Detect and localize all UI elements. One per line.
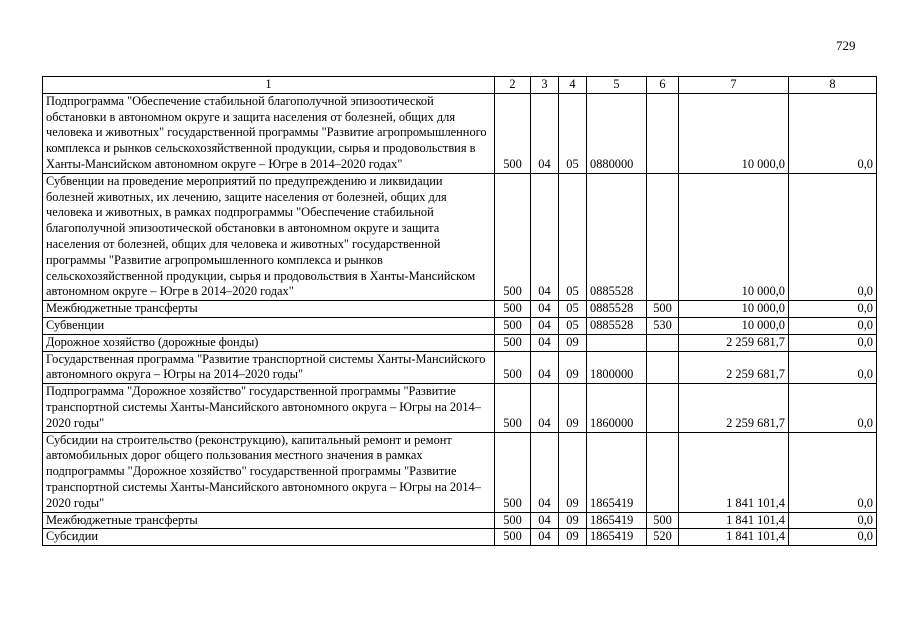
cell-expense-type: 520 (647, 529, 679, 546)
table-row (43, 173, 877, 300)
cell-subsection: 09 (559, 384, 587, 432)
cell-expense-type (647, 93, 679, 173)
cell-section: 04 (531, 512, 559, 529)
header-row (43, 77, 877, 94)
cell-subsection: 05 (559, 173, 587, 300)
col-header: 3 (531, 77, 559, 94)
cell-amount-col8: 0,0 (789, 432, 877, 512)
cell-amount-col8: 0,0 (789, 317, 877, 334)
cell-expense-type: 500 (647, 512, 679, 529)
cell-expense-type (647, 334, 679, 351)
cell-target-article: 0885528 (587, 301, 647, 318)
table-row (43, 512, 877, 529)
cell-subsection: 09 (559, 529, 587, 546)
row-description: Подпрограмма "Дорожное хозяйство" государственной программы "Развитие транспортной системы Ханты-Мансийского автономного округа – Югры на 2014–2020 годы" (43, 384, 495, 432)
cell-admin-code: 500 (495, 301, 531, 318)
col-header: 6 (647, 77, 679, 94)
cell-subsection: 05 (559, 301, 587, 318)
table-row (43, 432, 877, 512)
cell-amount-col8: 0,0 (789, 173, 877, 300)
table-row (43, 317, 877, 334)
col-header: 7 (679, 77, 789, 94)
cell-amount-col8: 0,0 (789, 529, 877, 546)
cell-amount-col8: 0,0 (789, 512, 877, 529)
col-header: 5 (587, 77, 647, 94)
row-description: Дорожное хозяйство (дорожные фонды) (43, 334, 495, 351)
cell-expense-type (647, 351, 679, 384)
cell-section: 04 (531, 432, 559, 512)
cell-amount: 2 259 681,7 (679, 384, 789, 432)
table-row (43, 93, 877, 173)
cell-admin-code: 500 (495, 317, 531, 334)
cell-target-article: 0885528 (587, 173, 647, 300)
cell-admin-code: 500 (495, 334, 531, 351)
table-row (43, 529, 877, 546)
cell-section: 04 (531, 173, 559, 300)
cell-admin-code: 500 (495, 529, 531, 546)
cell-target-article: 1865419 (587, 512, 647, 529)
cell-amount: 1 841 101,4 (679, 529, 789, 546)
row-description: Субсидии на строительство (реконструкцию), капитальный ремонт и ремонт автомобильных дорог общего пользования местного значения в рамках подпрограммы "Дорожное хозяйство" государственной программы "Развитие транспортной системы Ханты-Мансийского автономного округа – Югры на 2014–2020 годы" (43, 432, 495, 512)
col-header: 4 (559, 77, 587, 94)
cell-section: 04 (531, 301, 559, 318)
cell-amount: 1 841 101,4 (679, 432, 789, 512)
cell-amount-col8: 0,0 (789, 93, 877, 173)
cell-amount-col8: 0,0 (789, 334, 877, 351)
cell-admin-code: 500 (495, 173, 531, 300)
cell-expense-type: 500 (647, 301, 679, 318)
row-description: Субсидии (43, 529, 495, 546)
cell-admin-code: 500 (495, 93, 531, 173)
cell-amount: 10 000,0 (679, 301, 789, 318)
row-description: Субвенции на проведение мероприятий по предупреждению и ликвидации болезней животных, их лечению, защите населения от болезней, общих для человека и животных, в рамках подпрограммы "Обеспечение стабильной благополучной эпизоотической обстановки в автономном округе и защита населения от болезней, общих для человека и животных" государственной программы "Развитие агропромышленного комплекса и рынков сельскохозяйственной продукции, сырья и продовольствия в Ханты-Мансийском автономном округе – Югре в 2014–2020 годах" (43, 173, 495, 300)
table-row (43, 384, 877, 432)
cell-section: 04 (531, 529, 559, 546)
row-description: Межбюджетные трансферты (43, 301, 495, 318)
cell-target-article: 0885528 (587, 317, 647, 334)
cell-amount-col8: 0,0 (789, 384, 877, 432)
cell-amount-col8: 0,0 (789, 301, 877, 318)
table-row (43, 351, 877, 384)
page-number: 729 (836, 38, 856, 53)
cell-expense-type (647, 384, 679, 432)
cell-amount: 1 841 101,4 (679, 512, 789, 529)
row-description: Подпрограмма "Обеспечение стабильной благополучной эпизоотической обстановки в автономном округе и защита населения от болезней, общих для человека и животных" государственной программы "Развитие агропромышленного комплекса и рынков сельскохозяйственной продукции, сырья и продовольствия в Ханты-Мансийском автономном округе – Югре в 2014–2020 годах" (43, 93, 495, 173)
cell-admin-code: 500 (495, 512, 531, 529)
cell-admin-code: 500 (495, 432, 531, 512)
cell-subsection: 09 (559, 512, 587, 529)
col-header: 8 (789, 77, 877, 94)
cell-admin-code: 500 (495, 351, 531, 384)
col-header: 2 (495, 77, 531, 94)
cell-target-article: 1860000 (587, 384, 647, 432)
cell-target-article (587, 334, 647, 351)
cell-target-article: 0880000 (587, 93, 647, 173)
cell-section: 04 (531, 384, 559, 432)
cell-subsection: 05 (559, 317, 587, 334)
row-description: Субвенции (43, 317, 495, 334)
cell-expense-type (647, 173, 679, 300)
cell-section: 04 (531, 93, 559, 173)
cell-amount: 2 259 681,7 (679, 334, 789, 351)
cell-subsection: 09 (559, 351, 587, 384)
cell-amount-col8: 0,0 (789, 351, 877, 384)
table-row (43, 301, 877, 318)
cell-section: 04 (531, 334, 559, 351)
cell-target-article: 1865419 (587, 529, 647, 546)
row-description: Государственная программа "Развитие транспортной системы Ханты-Мансийского автономного округа – Югры на 2014–2020 годы" (43, 351, 495, 384)
cell-amount: 10 000,0 (679, 93, 789, 173)
cell-admin-code: 500 (495, 384, 531, 432)
cell-subsection: 09 (559, 334, 587, 351)
cell-target-article: 1800000 (587, 351, 647, 384)
cell-amount: 2 259 681,7 (679, 351, 789, 384)
cell-target-article: 1865419 (587, 432, 647, 512)
table-row (43, 334, 877, 351)
cell-section: 04 (531, 317, 559, 334)
budget-table (42, 76, 877, 546)
cell-subsection: 05 (559, 93, 587, 173)
cell-expense-type (647, 432, 679, 512)
cell-subsection: 09 (559, 432, 587, 512)
cell-amount: 10 000,0 (679, 317, 789, 334)
cell-expense-type: 530 (647, 317, 679, 334)
row-description: Межбюджетные трансферты (43, 512, 495, 529)
cell-section: 04 (531, 351, 559, 384)
col-header: 1 (43, 77, 495, 94)
cell-amount: 10 000,0 (679, 173, 789, 300)
